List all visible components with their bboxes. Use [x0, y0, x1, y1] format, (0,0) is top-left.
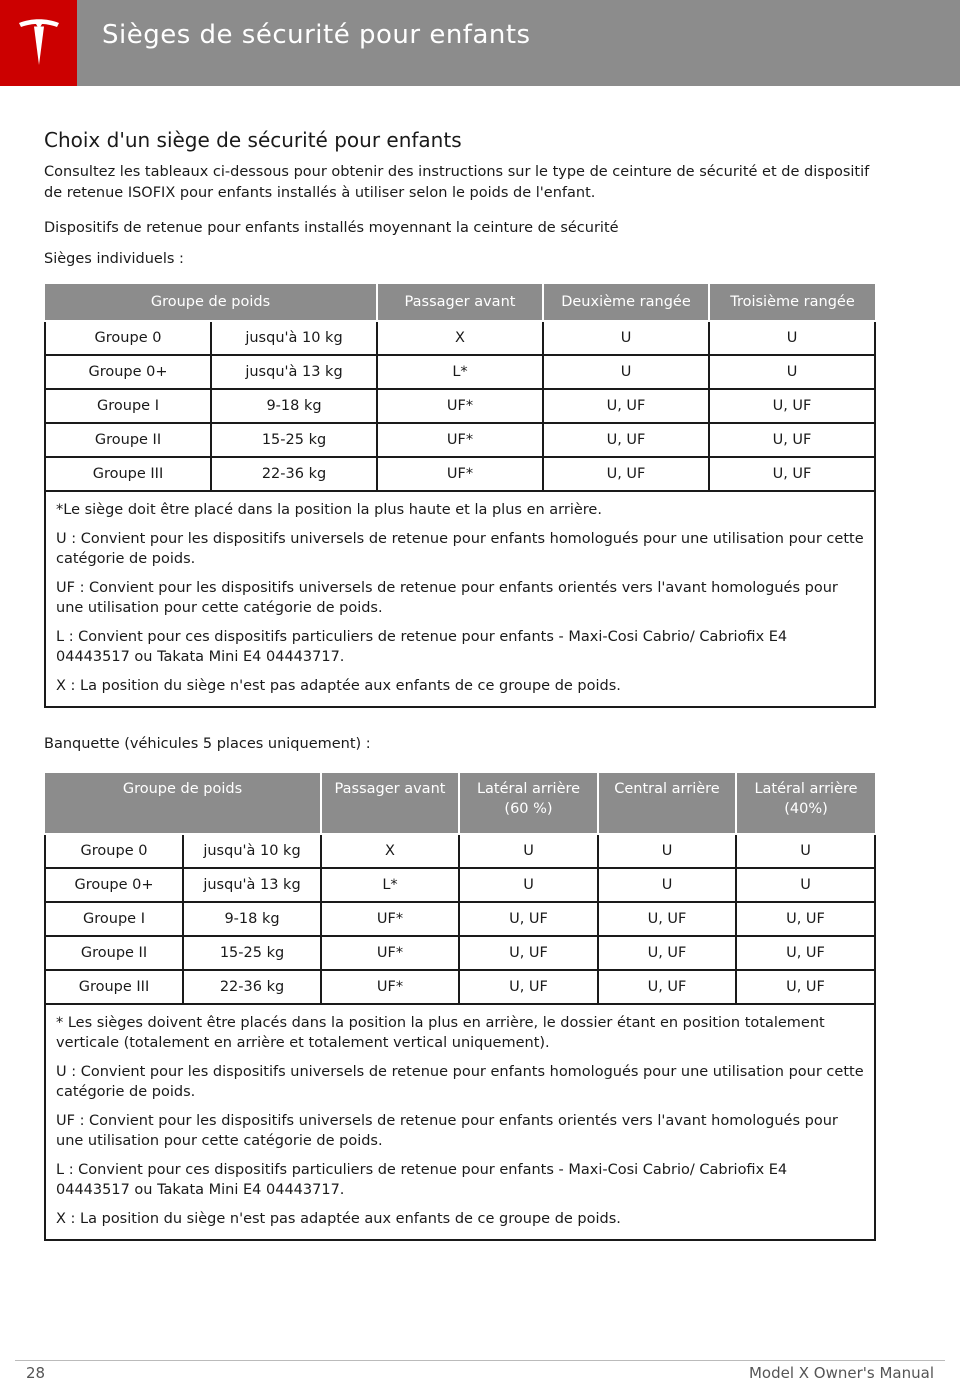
header-cell: Passager avant — [377, 284, 543, 321]
table-cell: U — [543, 355, 709, 389]
table-cell: Groupe III — [45, 970, 183, 1004]
table-row — [45, 902, 875, 936]
table-header-row — [45, 773, 875, 834]
table-cell: 9-18 kg — [183, 902, 321, 936]
table-cell: U, UF — [598, 936, 736, 970]
table-cell: 9-18 kg — [211, 389, 377, 423]
table-cell: U — [736, 834, 875, 868]
note: X : La position du siège n'est pas adaptée aux enfants de ce groupe de poids. — [56, 678, 621, 694]
intro-paragraph: Consultez les tableaux ci-dessous pour obtenir des instructions sur le type de ceinture de sécurité et de dispositif de retenue ISOFIX pour enfants installés à utiliser selon le poids de l'enfant. — [44, 164, 870, 201]
page-header — [0, 0, 960, 86]
note: L : Convient pour ces dispositifs particuliers de retenue pour enfants - Maxi-Cosi Cabrio/ Cabriofix E4 04443517 ou Takata Mini E4 04443717. — [56, 1162, 788, 1198]
table-cell: U, UF — [736, 936, 875, 970]
table-cell: UF* — [321, 970, 459, 1004]
table-row — [45, 457, 875, 491]
table-row — [45, 868, 875, 902]
note: L : Convient pour ces dispositifs particuliers de retenue pour enfants - Maxi-Cosi Cabrio/ Cabriofix E4 04443517 ou Takata Mini E4 04443717. — [56, 629, 788, 665]
header-cell: Central arrière — [598, 773, 736, 834]
manual-title: Model X Owner's Manual — [748, 1364, 934, 1382]
table-cell: U — [709, 321, 875, 355]
table-cell: U, UF — [598, 902, 736, 936]
table-row — [45, 936, 875, 970]
table-row — [45, 389, 875, 423]
table-cell: Groupe 0+ — [45, 868, 183, 902]
header-cell: Deuxième rangée — [543, 284, 709, 321]
footer-divider — [15, 1360, 945, 1361]
table-cell: jusqu'à 13 kg — [183, 868, 321, 902]
section-heading: Choix d'un siège de sécurité pour enfants — [44, 128, 462, 152]
table-row — [45, 321, 875, 355]
table-cell: U, UF — [459, 936, 598, 970]
table-cell: U, UF — [736, 902, 875, 936]
note: X : La position du siège n'est pas adaptée aux enfants de ce groupe de poids. — [56, 1211, 621, 1227]
table-row — [45, 355, 875, 389]
table-cell: U, UF — [543, 457, 709, 491]
table1-label: Sièges individuels : — [44, 251, 184, 267]
table-cell: jusqu'à 10 kg — [211, 321, 377, 355]
table-cell: U, UF — [598, 970, 736, 1004]
table-cell: UF* — [321, 936, 459, 970]
main-content — [44, 128, 874, 1241]
note: UF : Convient pour les dispositifs universels de retenue pour enfants orientés vers l'avant homologués pour une utilisation pour cette catégorie de poids. — [56, 1113, 838, 1149]
header-cell: Groupe de poids — [45, 773, 321, 834]
tesla-logo-icon — [17, 17, 61, 69]
table-cell: 15-25 kg — [211, 423, 377, 457]
table-cell: X — [321, 834, 459, 868]
note: UF : Convient pour les dispositifs universels de retenue pour enfants orientés vers l'avant homologués pour une utilisation pour cette catégorie de poids. — [56, 580, 838, 616]
table-cell: jusqu'à 13 kg — [211, 355, 377, 389]
table-cell: U — [598, 868, 736, 902]
header-cell: Passager avant — [321, 773, 459, 834]
table-cell: Groupe I — [45, 902, 183, 936]
table-cell: 22-36 kg — [183, 970, 321, 1004]
notes-row — [45, 1004, 875, 1240]
header-cell: Groupe de poids — [45, 284, 377, 321]
individual-seats-table — [44, 284, 876, 708]
header-cell: Latéral arrière (60 %) — [459, 773, 598, 834]
table-cell: Groupe 0+ — [45, 355, 211, 389]
table-cell: U, UF — [543, 389, 709, 423]
table-cell: UF* — [377, 457, 543, 491]
table-cell: U, UF — [736, 970, 875, 1004]
table-cell: U, UF — [459, 970, 598, 1004]
table-cell: UF* — [321, 902, 459, 936]
table2-label: Banquette (véhicules 5 places uniquement) : — [44, 736, 371, 752]
page-title: Sièges de sécurité pour enfants — [102, 20, 531, 50]
table-cell: 22-36 kg — [211, 457, 377, 491]
table-cell: jusqu'à 10 kg — [183, 834, 321, 868]
header-cell: Troisième rangée — [709, 284, 875, 321]
table-cell: U, UF — [709, 423, 875, 457]
table-cell: Groupe I — [45, 389, 211, 423]
table-cell: U, UF — [709, 389, 875, 423]
table-cell: U — [543, 321, 709, 355]
table-header-row — [45, 284, 875, 321]
table-cell: L* — [377, 355, 543, 389]
table-cell: Groupe 0 — [45, 834, 183, 868]
note: U : Convient pour les dispositifs universels de retenue pour enfants homologués pour une utilisation pour cette catégorie de poids. — [56, 531, 864, 567]
table-cell: U — [598, 834, 736, 868]
table-cell: U, UF — [709, 457, 875, 491]
table-row — [45, 970, 875, 1004]
table-cell: Groupe II — [45, 936, 183, 970]
note: U : Convient pour les dispositifs universels de retenue pour enfants homologués pour une utilisation pour cette catégorie de poids. — [56, 1064, 864, 1100]
note: *Le siège doit être placé dans la position la plus haute et la plus en arrière. — [56, 502, 602, 518]
subheading: Dispositifs de retenue pour enfants installés moyennant la ceinture de sécurité — [44, 220, 619, 236]
header-cell: Latéral arrière (40%) — [736, 773, 875, 834]
table-cell: Groupe III — [45, 457, 211, 491]
note: * Les sièges doivent être placés dans la position la plus en arrière, le dossier étant en position totalement verticale (totalement en arrière et totalement vertical uniquement). — [56, 1015, 825, 1051]
table-row — [45, 834, 875, 868]
table-cell: U — [736, 868, 875, 902]
tesla-logo — [0, 0, 77, 86]
table-cell: 15-25 kg — [183, 936, 321, 970]
table-cell: Groupe II — [45, 423, 211, 457]
table-notes — [45, 1004, 875, 1240]
page-number: 28 — [26, 1364, 46, 1382]
table-cell: U — [459, 834, 598, 868]
table-cell: U, UF — [459, 902, 598, 936]
notes-row — [45, 491, 875, 707]
table-cell: L* — [321, 868, 459, 902]
table-cell: U, UF — [543, 423, 709, 457]
table-notes — [45, 491, 875, 707]
bench-seat-table — [44, 773, 876, 1241]
table-cell: U — [709, 355, 875, 389]
table-cell: UF* — [377, 423, 543, 457]
table-cell: U — [459, 868, 598, 902]
table-cell: Groupe 0 — [45, 321, 211, 355]
table-cell: UF* — [377, 389, 543, 423]
table-cell: X — [377, 321, 543, 355]
table-row — [45, 423, 875, 457]
